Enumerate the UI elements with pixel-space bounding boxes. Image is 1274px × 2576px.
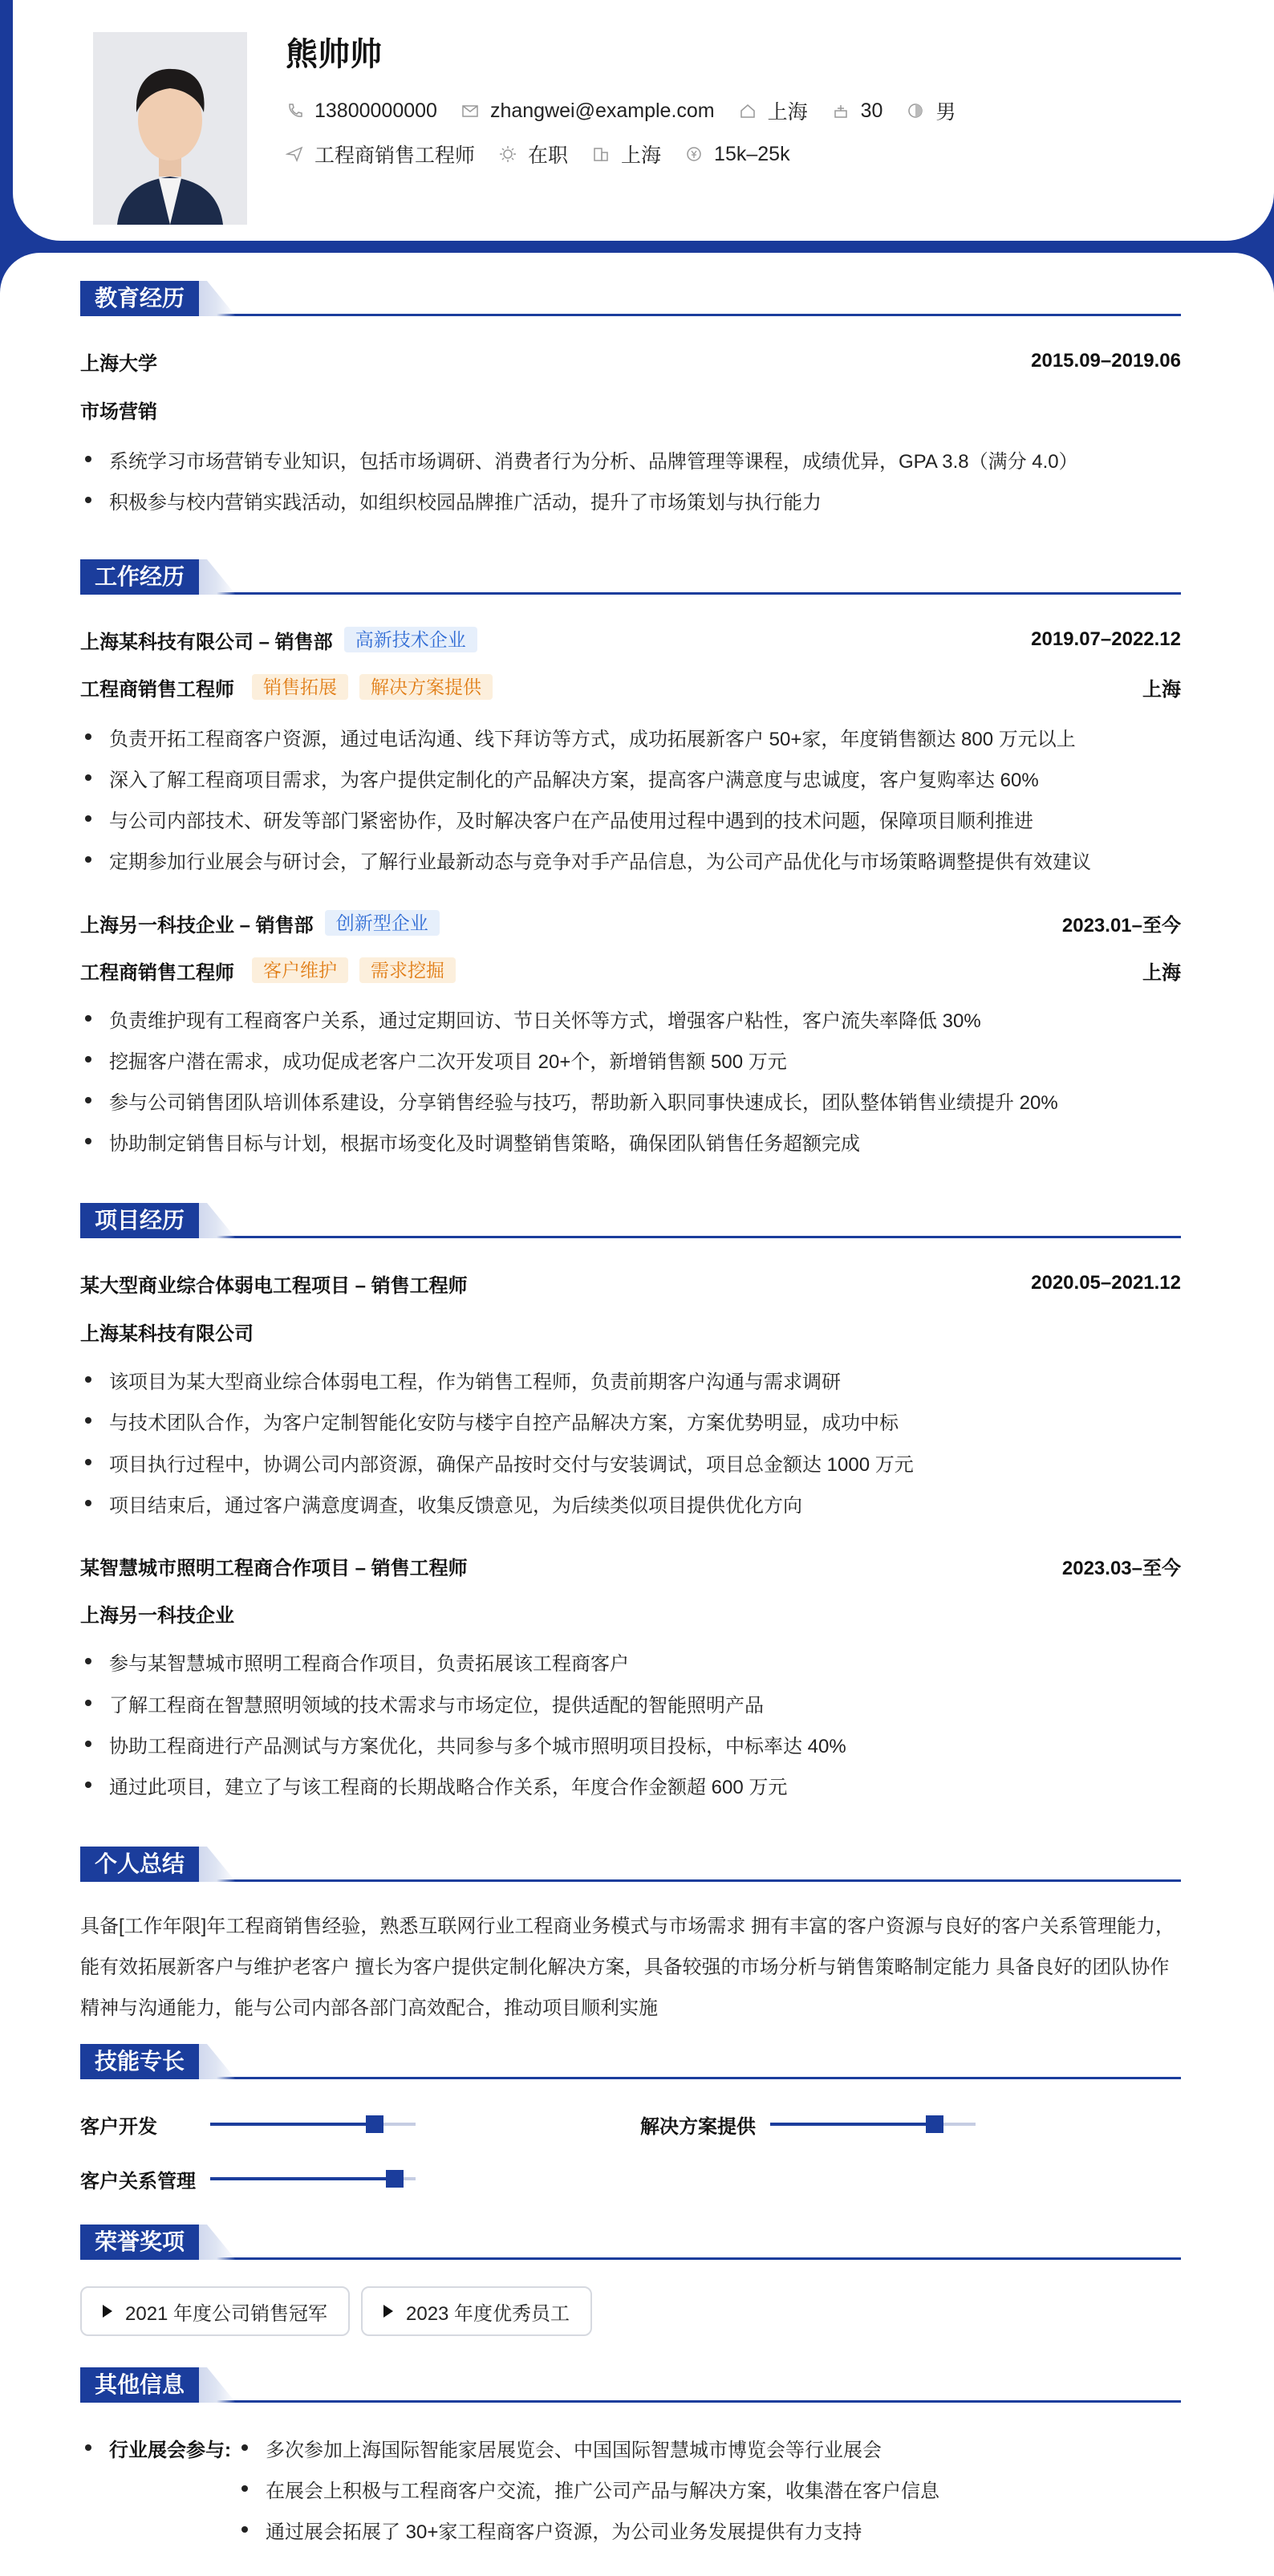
summary-line: 具备[工作年限]年工程商销售经验，熟悉互联网行业工程商业务模式与市场需求 拥有丰富的客户资源与良好的客户关系管理能力， [80, 1916, 1175, 1937]
portrait-photo [93, 32, 247, 225]
section-title: 个人总结 [80, 1847, 199, 1882]
phone-item [286, 100, 437, 123]
position-value: 工程商销售工程师 [314, 144, 476, 167]
list-item: 与技术团队合作，为客户定制智能化安防与楼宇自控产品解决方案，方案优势明显，成功中标 [80, 1407, 1181, 1434]
skill-bar-knob [366, 2115, 383, 2133]
list-item [237, 2434, 882, 2461]
skill-name: 客户关系管理 [80, 2170, 196, 2192]
project-company-row [80, 1599, 1181, 1627]
award-label: 2023 年度优秀员工 [406, 2302, 570, 2325]
skill-tag: 销售拓展 [252, 674, 348, 700]
skill-name: 客户开发 [80, 2115, 157, 2138]
section-title: 技能专长 [80, 2044, 199, 2079]
age-item [832, 100, 883, 123]
list-item: 定期参加行业展会与研讨会，了解行业最新动态与竞争对手产品信息，为公司产品优化与市场策略调整提供有效建议 [80, 846, 1181, 873]
play-icon [383, 2305, 393, 2318]
project-company: 上海某科技有限公司 [80, 1323, 254, 1345]
award-label: 2021 年度公司销售冠军 [125, 2302, 328, 2325]
email-value: zhangwei@example.com [489, 99, 715, 122]
position-item [286, 140, 475, 169]
salary-value: 15k–25k [714, 142, 790, 165]
job-period: 2023.01–至今 [1061, 914, 1181, 937]
company-name: 上海某科技有限公司 – 销售部 [80, 631, 333, 653]
section-title: 其他信息 [80, 2367, 199, 2403]
skill-bar-knob [386, 2170, 404, 2188]
contact-row [286, 95, 980, 127]
list-item: 与公司内部技术、研发等部门紧密协作，及时解决客户在产品使用过程中遇到的技术问题，保障项目顺利推进 [80, 805, 1181, 832]
list-item: 参与某智慧城市照明工程商合作项目，负责拓展该工程商客户 [80, 1648, 1181, 1675]
city-item [739, 96, 808, 125]
target-city-item [592, 140, 661, 169]
section-education [80, 281, 1181, 316]
section-projects [80, 1203, 1181, 1238]
salary-item [685, 143, 790, 166]
summary-line: 能有效拓展新客户与维护老客户 擅长为客户提供定制化解决方案，具备较强的市场分析与销售策略制定能力 具备良好的团队协作 [80, 1956, 1170, 1978]
skill-tag: 客户维护 [252, 957, 348, 983]
phone-value: 13800000000 [314, 99, 437, 122]
list-item: 了解工程商在智慧照明领域的技术需求与市场定位，提供适配的智能照明产品 [80, 1689, 1181, 1717]
status-value: 在职 [528, 144, 569, 167]
city-value: 上海 [767, 101, 808, 124]
skill-bar-knob [926, 2115, 943, 2133]
section-summary [80, 1847, 1181, 1882]
award-item [361, 2286, 592, 2336]
list-item: 协助工程商进行产品测试与方案优化，共同参与多个城市照明项目投标，中标率达 40% [80, 1730, 1181, 1757]
skill-item [640, 2111, 976, 2138]
project-name: 某智慧城市照明工程商合作项目 – 销售工程师 [80, 1557, 468, 1579]
company-name: 上海另一科技企业 – 销售部 [80, 914, 314, 937]
job-role-row [80, 673, 1181, 701]
list-item: 积极参与校内营销实践活动，如组织校园品牌推广活动，提升了市场策划与执行能力 [80, 486, 1181, 514]
other-label: 行业展会参与: [109, 2439, 231, 2461]
skill-bar-fill [210, 2177, 395, 2180]
education-period: 2015.09–2019.06 [1031, 350, 1181, 372]
list-item [237, 2516, 862, 2543]
list-item: 挖掘客户潜在需求，成功促成老客户二次开发项目 20+个，新增销售额 500 万元 [80, 1046, 1181, 1073]
other-item: 多次参加上海国际智能家居展览会、中国国际智慧城市博览会等行业展会 [266, 2439, 882, 2461]
skill-bar [210, 2177, 416, 2180]
major: 市场营销 [80, 400, 157, 423]
list-item: 参与公司销售团队培训体系建设，分享销售经验与技巧，帮助新入职同事快速成长，团队整体销售业绩提升 20% [80, 1087, 1181, 1114]
section-title: 项目经历 [80, 1203, 199, 1238]
play-icon [103, 2305, 112, 2318]
section-work [80, 559, 1181, 595]
building-icon [592, 145, 610, 163]
list-item: 项目结束后，通过客户满意度调查，收集反馈意见，为后续类似项目提供优化方向 [80, 1489, 1181, 1517]
list-item [237, 2475, 939, 2502]
gender-value: 男 [935, 101, 956, 124]
skill-item [80, 2111, 416, 2138]
sun-icon [499, 145, 517, 163]
home-icon [739, 102, 757, 120]
award-item [80, 2286, 350, 2336]
gender-item [907, 96, 956, 125]
gender-icon [907, 102, 924, 120]
other-item: 通过展会拓展了 30+家工程商客户资源，为公司业务发展提供有力支持 [266, 2521, 862, 2543]
company-tag: 创新型企业 [325, 910, 440, 936]
section-awards [80, 2225, 1181, 2260]
resume-header [13, 0, 1274, 241]
list-item: 深入了解工程商项目需求，为客户提供定制化的产品解决方案，提高客户满意度与忠诚度，客户复购率达 60% [80, 764, 1181, 791]
skill-name: 解决方案提供 [640, 2115, 756, 2138]
phone-icon [286, 102, 303, 120]
section-title: 工作经历 [80, 559, 199, 595]
list-item: 负责开拓工程商客户资源，通过电话沟通、线下拜访等方式，成功拓展新客户 50+家，年度销售额达 800 万元以上 [80, 723, 1181, 750]
status-item [499, 140, 568, 169]
other-item: 在展会上积极与工程商客户交流，推广公司产品与解决方案，收集潜在客户信息 [266, 2480, 939, 2502]
job-header [80, 909, 1181, 937]
list-item: 协助制定销售目标与计划，根据市场变化及时调整销售策略，确保团队销售任务超额完成 [80, 1128, 1181, 1155]
mail-icon [461, 102, 479, 120]
project-company: 上海另一科技企业 [80, 1604, 234, 1627]
job-role-row [80, 957, 1181, 984]
job-city: 上海 [1142, 961, 1181, 984]
section-other [80, 2367, 1181, 2403]
other-label-row [80, 2434, 231, 2461]
job-city: 上海 [1142, 678, 1181, 701]
school-name: 上海大学 [80, 352, 157, 375]
skill-bar-fill [210, 2123, 375, 2126]
list-item: 负责维护现有工程商客户关系，通过定期回访、节日关怀等方式，增强客户粘性，客户流失率降低 30% [80, 1005, 1181, 1032]
candidate-name: 熊帅帅 [286, 37, 382, 72]
skill-bar-fill [770, 2123, 935, 2126]
list-item: 该项目为某大型商业综合体弱电工程，作为销售工程师，负责前期客户沟通与需求调研 [80, 1366, 1181, 1393]
job-period: 2019.07–2022.12 [1031, 628, 1181, 650]
skill-tag: 解决方案提供 [359, 674, 493, 700]
skill-item [80, 2165, 416, 2192]
skill-bar [770, 2123, 976, 2126]
job-intention-row [286, 138, 814, 170]
cake-icon [832, 102, 850, 120]
list-item: 系统学习市场营销专业知识，包括市场调研、消费者行为分析、品牌管理等课程，成绩优异，GPA 3.8（满分 4.0） [80, 445, 1181, 473]
job-header [80, 626, 1181, 653]
company-tag: 高新技术企业 [344, 627, 477, 652]
summary-line: 精神与沟通能力，能与公司内部各部门高效配合，推动项目顺利实施 [80, 1997, 658, 2019]
email-item [461, 100, 715, 123]
age-value: 30 [860, 99, 883, 122]
summary-text [80, 1906, 1181, 2029]
list-item: 项目执行过程中，协调公司内部资源，确保产品按时交付与安装调试，项目总金额达 1000 万元 [80, 1448, 1181, 1476]
section-skills [80, 2044, 1181, 2079]
job-role: 工程商销售工程师 [80, 678, 234, 701]
list-item: 通过此项目，建立了与该工程商的长期战略合作关系，年度合作金额超 600 万元 [80, 1771, 1181, 1798]
skill-tag: 需求挖掘 [359, 957, 456, 983]
project-header [80, 1552, 1181, 1579]
send-icon [286, 145, 303, 163]
education-header [80, 347, 1181, 375]
avatar [93, 32, 247, 225]
project-period: 2020.05–2021.12 [1031, 1272, 1181, 1294]
project-header [80, 1270, 1181, 1297]
job-role: 工程商销售工程师 [80, 961, 234, 984]
project-name: 某大型商业综合体弱电工程项目 – 销售工程师 [80, 1274, 468, 1297]
coin-icon [685, 145, 703, 163]
project-period: 2023.03–至今 [1061, 1557, 1181, 1579]
education-major-row [80, 396, 1181, 423]
target-city-value: 上海 [621, 144, 662, 167]
section-title: 荣誉奖项 [80, 2225, 199, 2260]
project-company-row [80, 1318, 1181, 1345]
skill-bar [210, 2123, 416, 2126]
section-title: 教育经历 [80, 281, 199, 316]
